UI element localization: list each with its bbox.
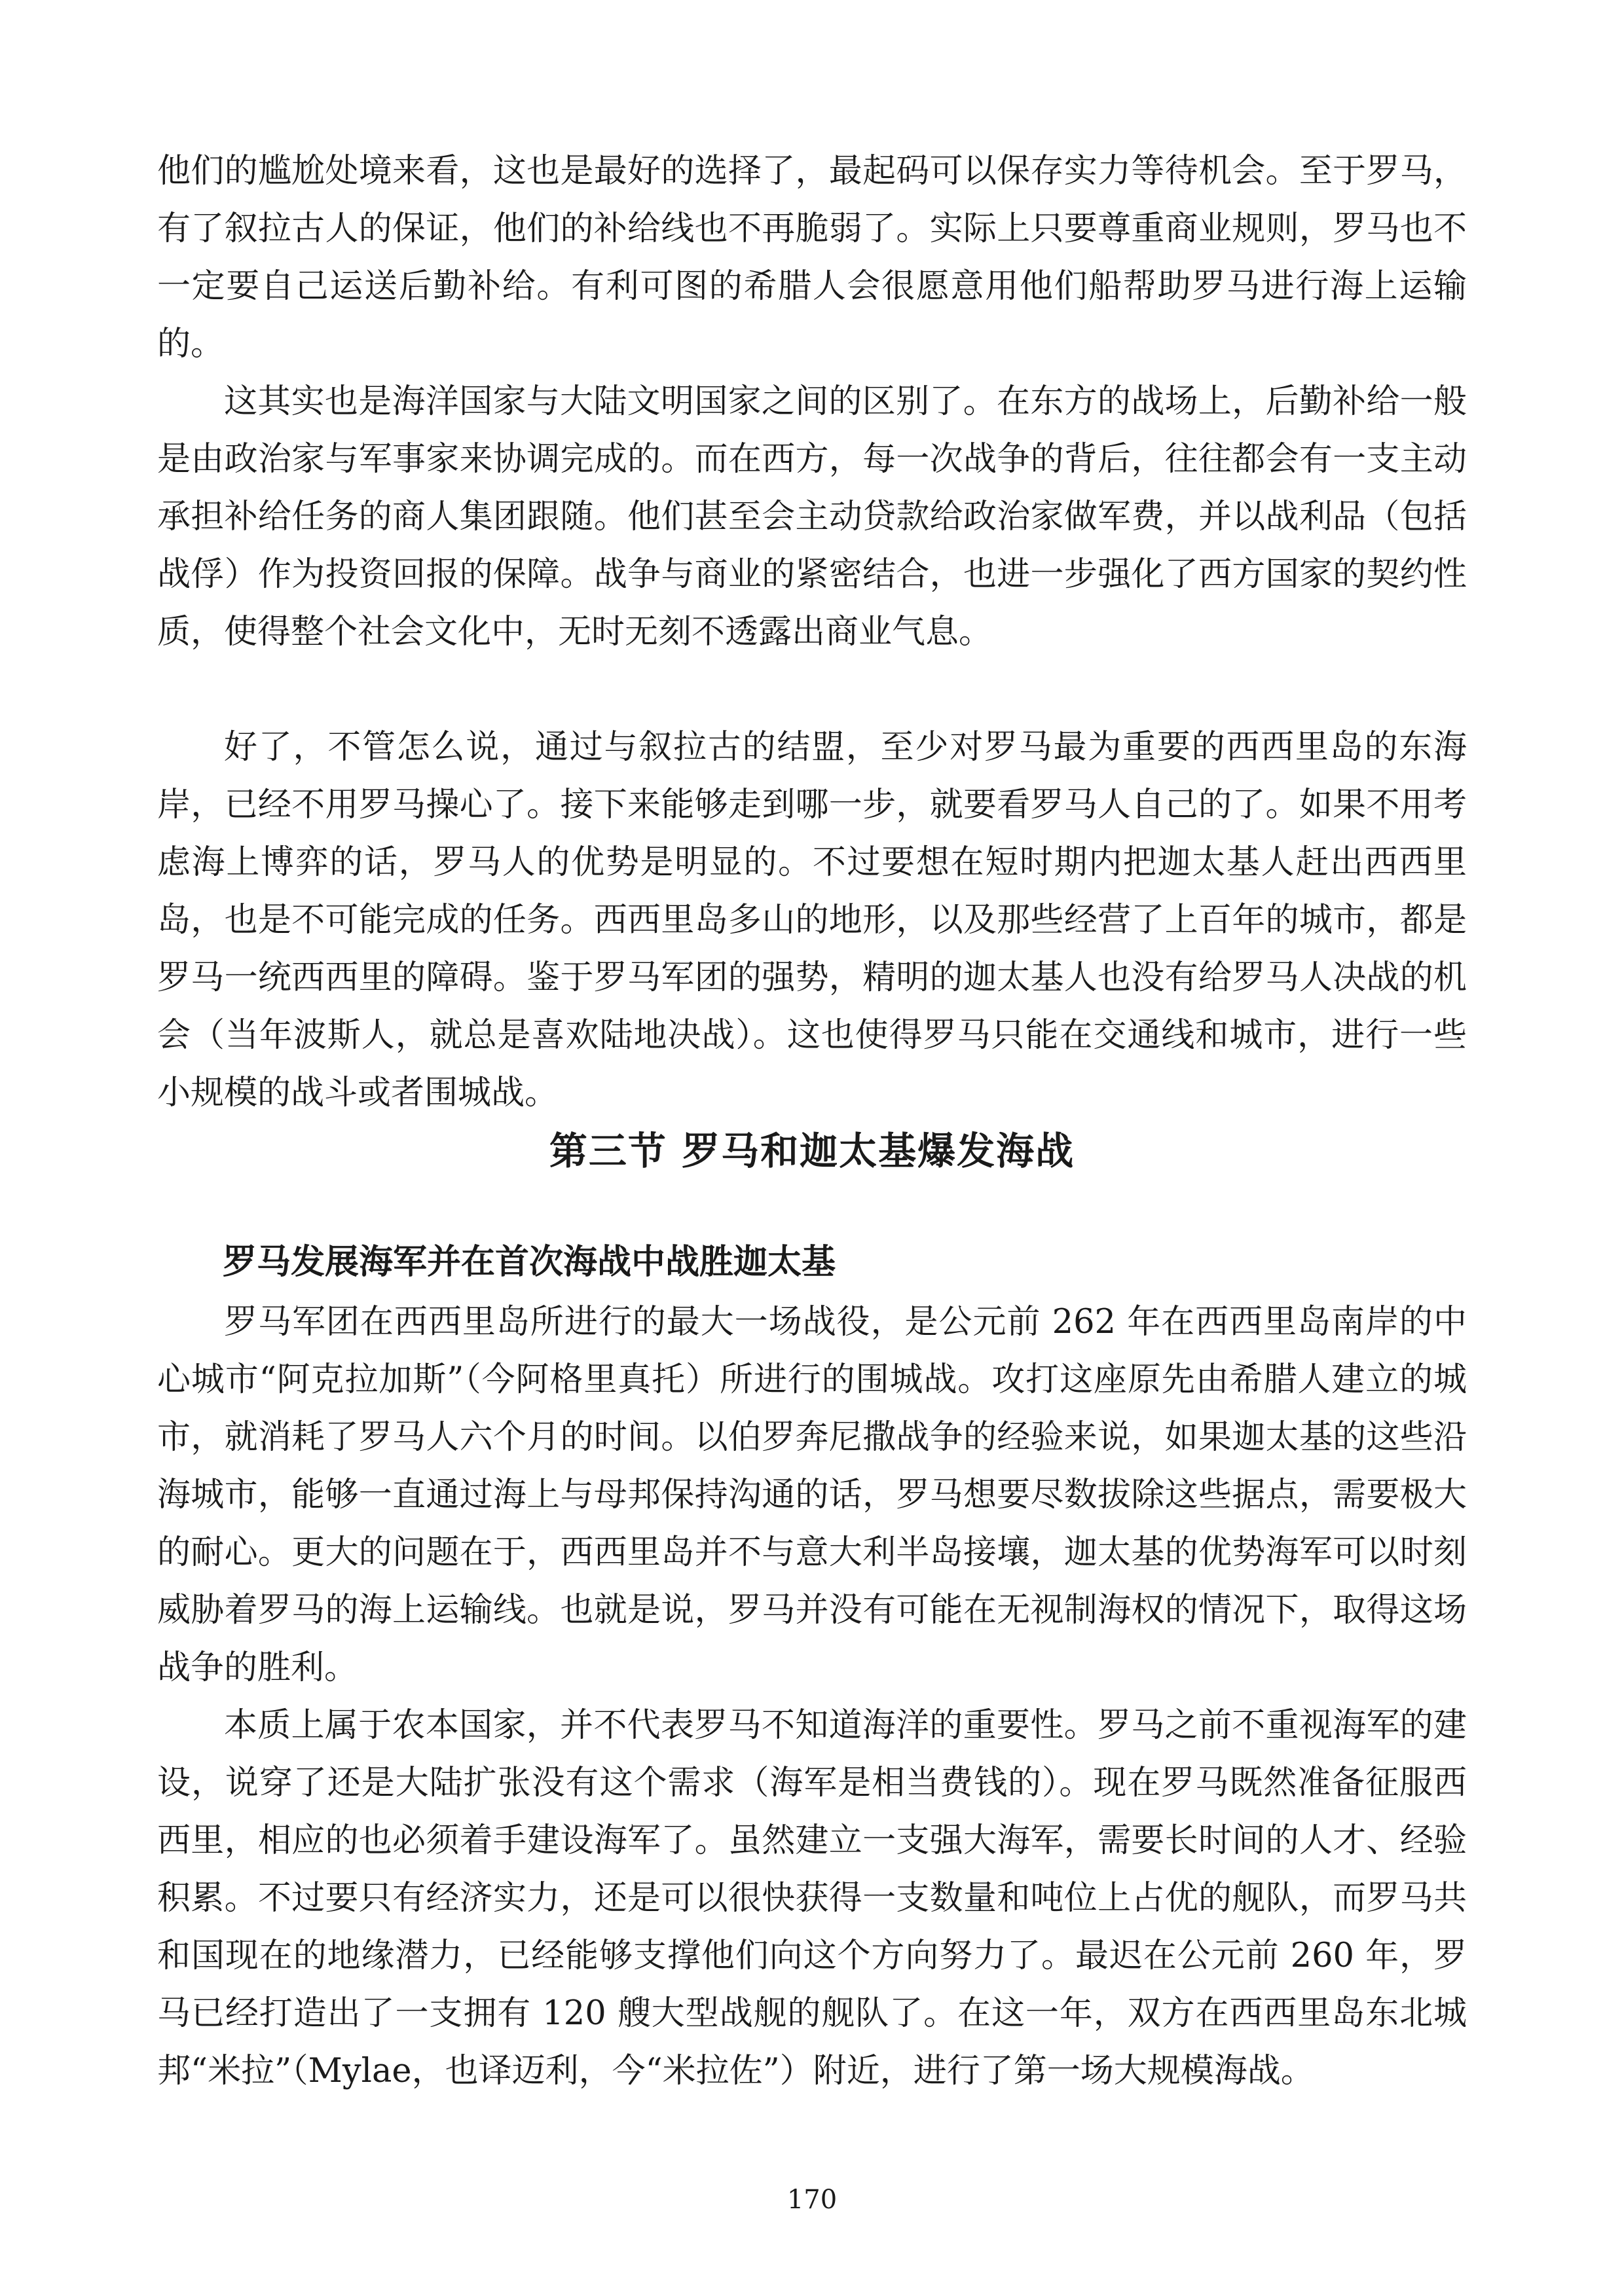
paragraph-roman-navy: 本质上属于农本国家，并不代表罗马不知道海洋的重要性。罗马之前不重视海军的建设，说穿了还是大陆扩张没有这个需求（海军是相当费钱的）。现在罗马既然准备征服西西里，相应的也必须着手建设海军了。虽然建立一支强大海军，需要长时间的人才、经验积累。不过要只有经济实力，还是可以很快获得一支数量和吨位上占优的舰队，而罗马共和国现在的地缘潜力，已经能够支撑他们向这个方向努力了。最迟在公元前 260 年，罗马已经打造出了一支拥有 120 艘大型战舰的舰队了。在这一年，双方在西西里岛东北城邦“米拉”（Mylae，也译迈利，今“米拉佐”）附近，进行了第一场大规模海战。 [157,1706,1467,2090]
page-number: 170 [786,2185,838,2215]
paragraph-maritime-vs-continental: 这其实也是海洋国家与大陆文明国家之间的区别了。在东方的战场上，后勤补给一般是由政治家与军事家来协调完成的。而在西方，每一次战争的背后，往往都会有一支主动承担补给任务的商人集团跟随。他们甚至会主动贷款给政治家做军费，并以战利品（包括战俘）作为投资回报的保障。战争与商业的紧密结合，也进一步强化了西方国家的契约性质，使得整个社会文化中，无时无刻不透露出商业气息。 [157,382,1467,651]
subheading: 罗马发展海军并在首次海战中战胜迦太基 [223,1243,836,1282]
section-title: 第三节 罗马和迦太基爆发海战 [549,1129,1075,1173]
paragraph-continuation: 他们的尴尬处境来看，这也是最好的选择了，最起码可以保存实力等待机会。至于罗马，有了叙拉古人的保证，他们的补给线也不再脆弱了。实际上只要尊重商业规则，罗马也不一定要自己运送后勤补给。有利可图的希腊人会很愿意用他们船帮助罗马进行海上运输的。 [157,152,1467,363]
paragraph-agrigentum-siege: 罗马军团在西西里岛所进行的最大一场战役，是公元前 262 年在西西里岛南岸的中心城市“阿克拉加斯”（今阿格里真托）所进行的围城战。攻打这座原先由希腊人建立的城市，就消耗了罗马人六个月的时间。以伯罗奔尼撒战争的经验来说，如果迦太基的这些沿海城市，能够一直通过海上与母邦保持沟通的话，罗马想要尽数拔除这些据点，需要极大的耐心。更大的问题在于，西西里岛并不与意大利半岛接壤，迦太基的优势海军可以时刻威胁着罗马的海上运输线。也就是说，罗马并没有可能在无视制海权的情况下，取得这场战争的胜利。 [157,1303,1467,1687]
paragraph-syracuse-alliance: 好了，不管怎么说，通过与叙拉古的结盟，至少对罗马最为重要的西西里岛的东海岸，已经不用罗马操心了。接下来能够走到哪一步，就要看罗马人自己的了。如果不用考虑海上博弈的话，罗马人的优势是明显的。不过要想在短时期内把迦太基人赶出西西里岛，也是不可能完成的任务。西西里岛多山的地形，以及那些经营了上百年的城市，都是罗马一统西西里的障碍。鉴于罗马军团的强势，精明的迦太基人也没有给罗马人决战的机会（当年波斯人，就总是喜欢陆地决战）。这也使得罗马只能在交通线和城市，进行一些小规模的战斗或者围城战。 [157,728,1467,1112]
